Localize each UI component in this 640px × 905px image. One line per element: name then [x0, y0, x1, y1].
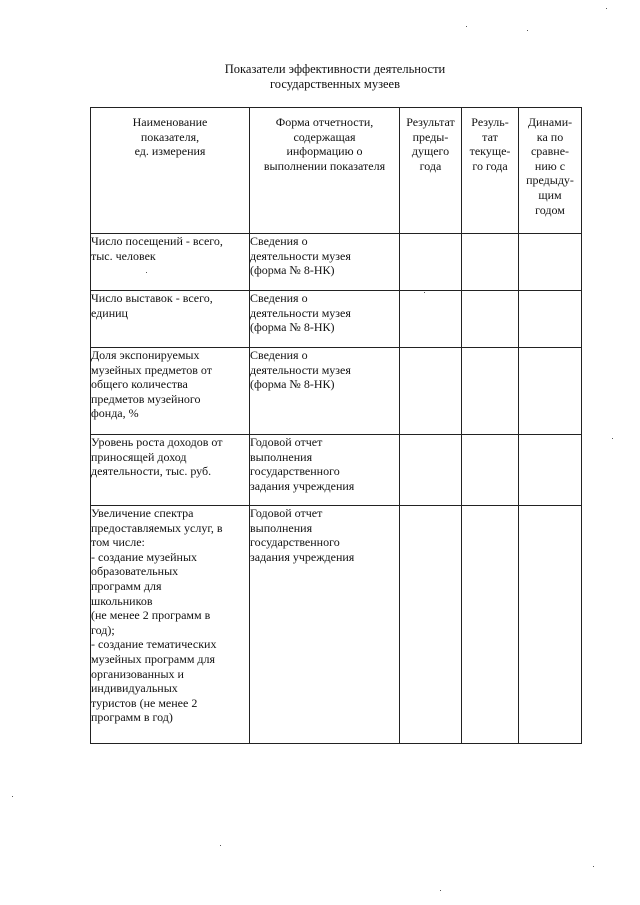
- report-form-cell: Сведения о деятельности музея (форма № 8-НК): [250, 234, 400, 291]
- indicators-table: [90, 107, 582, 744]
- table-row: [91, 435, 582, 506]
- previous-year-cell: [400, 291, 462, 348]
- indicator-name-cell: Доля экспонируемых музейных предметов от общего количества предметов музейного фонда, %: [91, 348, 250, 435]
- scan-speck: [606, 8, 607, 9]
- title-line: государственных музеев: [269, 77, 401, 91]
- scan-speck: [146, 272, 147, 273]
- current-year-cell: [462, 506, 519, 744]
- scan-speck: [527, 30, 528, 31]
- document-title: [90, 62, 580, 92]
- table-row: [91, 506, 582, 744]
- scan-speck: [220, 845, 221, 846]
- header-report-form: Форма отчетности, содержащая информацию о выполнении показателя: [250, 108, 400, 234]
- scan-speck: [593, 866, 594, 867]
- dynamics-cell: [519, 506, 582, 744]
- header-previous-year-result: Результат преды- дущего года: [400, 108, 462, 234]
- report-form-cell: Годовой отчет выполнения государственного задания учреждения: [250, 435, 400, 506]
- report-form-cell: Годовой отчет выполнения государственного задания учреждения: [250, 506, 400, 744]
- scan-speck: [12, 796, 13, 797]
- current-year-cell: [462, 348, 519, 435]
- table-row: [91, 234, 582, 291]
- scan-speck: [612, 438, 613, 439]
- dynamics-cell: [519, 348, 582, 435]
- current-year-cell: [462, 435, 519, 506]
- header-current-year-result: Резуль- тат текуще- го года: [462, 108, 519, 234]
- previous-year-cell: [400, 506, 462, 744]
- scan-speck: [424, 292, 425, 293]
- previous-year-cell: [400, 435, 462, 506]
- dynamics-cell: [519, 291, 582, 348]
- table-row: [91, 291, 582, 348]
- current-year-cell: [462, 291, 519, 348]
- report-form-cell: Сведения о деятельности музея (форма № 8-НК): [250, 291, 400, 348]
- previous-year-cell: [400, 234, 462, 291]
- current-year-cell: [462, 234, 519, 291]
- indicator-name-cell: Увеличение спектра предоставляемых услуг, в том числе: - создание музейных образовательных программ для школьников (не менее 2 программ в год); - создание тематических музейных программ для организованных и индивидуальных туристов (не менее 2 программ в год): [91, 506, 250, 744]
- previous-year-cell: [400, 348, 462, 435]
- table-row: [91, 348, 582, 435]
- title-line: Показатели эффективности деятельности: [224, 62, 446, 76]
- table-header-row: [91, 108, 582, 234]
- header-dynamics: Динами- ка по сравне- нию с предыду- щим годом: [519, 108, 582, 234]
- report-form-cell: Сведения о деятельности музея (форма № 8-НК): [250, 348, 400, 435]
- dynamics-cell: [519, 435, 582, 506]
- scan-speck: [440, 890, 441, 891]
- dynamics-cell: [519, 234, 582, 291]
- header-indicator-name: Наименование показателя, ед. измерения: [91, 108, 250, 234]
- indicator-name-cell: Число посещений - всего, тыс. человек: [91, 234, 250, 291]
- indicator-name-cell: Число выставок - всего, единиц: [91, 291, 250, 348]
- scan-speck: [466, 26, 467, 27]
- indicator-name-cell: Уровень роста доходов от приносящей доход деятельности, тыс. руб.: [91, 435, 250, 506]
